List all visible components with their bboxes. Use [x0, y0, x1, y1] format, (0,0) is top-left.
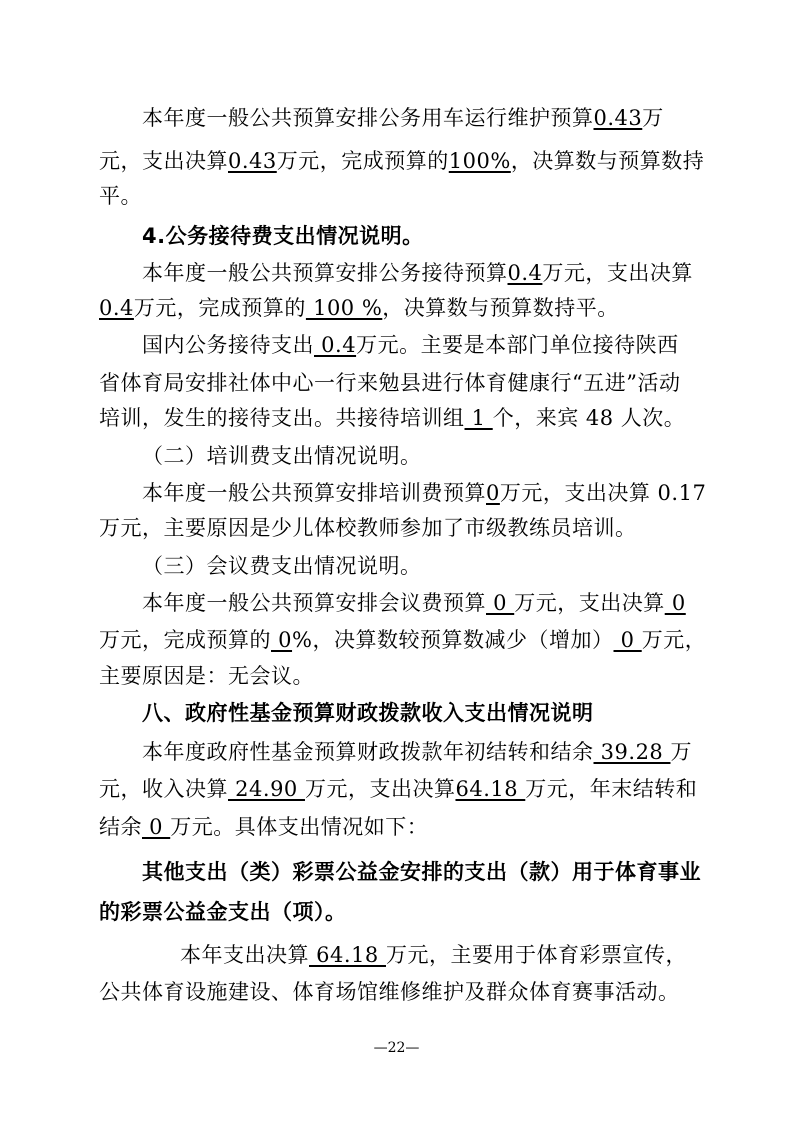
fund-item-line-1	[142, 857, 709, 887]
domestic-reception-line-3	[99, 403, 709, 433]
meeting-paragraph-line-1	[142, 588, 709, 618]
reception-group-count: 1	[464, 406, 493, 430]
text: 本年度一般公共预算安排培训费预算	[142, 481, 486, 505]
fund-detail-line-1	[180, 940, 709, 970]
text: 元，支出决算	[99, 149, 228, 173]
domestic-reception-value: 0.4	[314, 333, 357, 357]
reception-completion-rate: 100 %	[305, 296, 383, 320]
training-budget-value: 0	[486, 481, 500, 505]
text: %，决算数较预算数减少（增加）	[292, 628, 614, 652]
fund-detail-line-2	[99, 977, 709, 1007]
text: ，决算数与预算数持平。	[382, 296, 619, 320]
text: 本年度一般公共预算安排公务用车运行维护预算	[142, 106, 594, 130]
reception-budget-value: 0.4	[507, 261, 543, 285]
vehicle-paragraph-line-2	[99, 146, 709, 176]
fund-paragraph-line-1	[142, 737, 709, 767]
reception-paragraph-line-1	[142, 258, 709, 288]
text: 万元，完成预算的	[133, 296, 306, 320]
text: 培训，发生的接待支出。共接待培训组	[99, 406, 465, 430]
vehicle-final-value: 0.43	[228, 149, 277, 173]
text: 万元。主要是本部门单位接待陕西	[356, 333, 679, 357]
heading-text: 4.公务接待费支出情况说明。	[142, 224, 424, 248]
text: 元，收入决算	[99, 777, 228, 801]
text: 万元，支出决算 0.17	[499, 481, 707, 505]
section-heading-reception	[142, 221, 709, 251]
fund-item-line-2	[99, 897, 709, 927]
text: 公共体育设施建设、体育场馆维修维护及群众体育赛事活动。	[99, 980, 680, 1004]
text: 国内公务接待支出	[142, 333, 314, 357]
text: 结余	[99, 815, 142, 839]
meeting-final-value: 0	[664, 591, 686, 615]
text: 万元，主要原因是少儿体校教师参加了市级教练员培训。	[99, 516, 637, 540]
fund-income-value: 24.90	[228, 777, 305, 801]
meeting-completion-rate: 0	[271, 628, 293, 652]
heading-text: （二）培训费支出情况说明。	[142, 444, 422, 468]
text: 万元。具体支出情况如下：	[170, 815, 429, 839]
fund-expenditure-value: 64.18	[455, 777, 526, 801]
fund-paragraph-line-2	[99, 774, 709, 804]
text: 本年度一般公共预算安排公务接待预算	[142, 261, 508, 285]
page-number: —22—	[373, 1040, 420, 1056]
vehicle-completion-rate: 100%	[448, 149, 511, 173]
text: 万元，	[641, 628, 707, 652]
training-paragraph-line-2	[99, 513, 709, 543]
domestic-reception-line-2	[99, 368, 709, 398]
text: 万	[670, 740, 692, 764]
text: 省体育局安排社体中心一行来勉县进行体育健康行“五进”活动	[99, 371, 681, 395]
text: 本年度一般公共预算安排会议费预算	[142, 591, 486, 615]
text: 主要原因是：无会议。	[99, 664, 314, 688]
text: ，决算数与预算数持	[510, 149, 705, 173]
fund-item-expenditure-value: 64.18	[309, 943, 386, 967]
meeting-budget-value: 0	[486, 591, 515, 615]
text: 万元，完成预算的	[99, 628, 271, 652]
text: 的彩票公益金支出（项）。	[99, 899, 347, 924]
meeting-change-value: 0	[613, 628, 642, 652]
meeting-paragraph-line-2	[99, 625, 709, 655]
reception-final-value: 0.4	[99, 296, 134, 320]
text: 本年支出决算	[180, 943, 309, 967]
section-heading-training	[142, 441, 709, 471]
vehicle-paragraph-line-1	[142, 103, 709, 133]
text: 万元，支出决算	[514, 591, 665, 615]
meeting-paragraph-line-3	[99, 661, 709, 691]
vehicle-paragraph-line-3	[99, 181, 709, 211]
text: 平。	[99, 184, 142, 208]
training-paragraph-line-1	[142, 478, 709, 508]
section-heading-government-fund	[142, 698, 709, 728]
text: 万元，主要用于体育彩票宣传，	[385, 943, 687, 967]
text: 万元，年末结转和	[525, 777, 698, 801]
reception-paragraph-line-2	[99, 293, 709, 323]
domestic-reception-line-1	[142, 330, 709, 360]
text: 万	[642, 106, 664, 130]
heading-text: （三）会议费支出情况说明。	[142, 554, 422, 578]
text: 其他支出（类）彩票公益金安排的支出（款）用于体育事业	[142, 859, 701, 884]
fund-carryover-value: 39.28	[593, 740, 671, 764]
text: 个，来宾 48 人次。	[492, 406, 686, 430]
section-heading-meeting	[142, 551, 709, 581]
fund-paragraph-line-3	[99, 812, 709, 842]
text: 万元，支出决算	[542, 261, 693, 285]
vehicle-budget-value: 0.43	[593, 106, 643, 130]
fund-ending-balance-value: 0	[142, 815, 171, 839]
text: 万元，完成预算的	[276, 149, 449, 173]
heading-text: 八、政府性基金预算财政拨款收入支出情况说明	[142, 701, 594, 725]
text: 本年度政府性基金预算财政拨款年初结转和结余	[142, 740, 594, 764]
text: 万元，支出决算	[304, 777, 456, 801]
